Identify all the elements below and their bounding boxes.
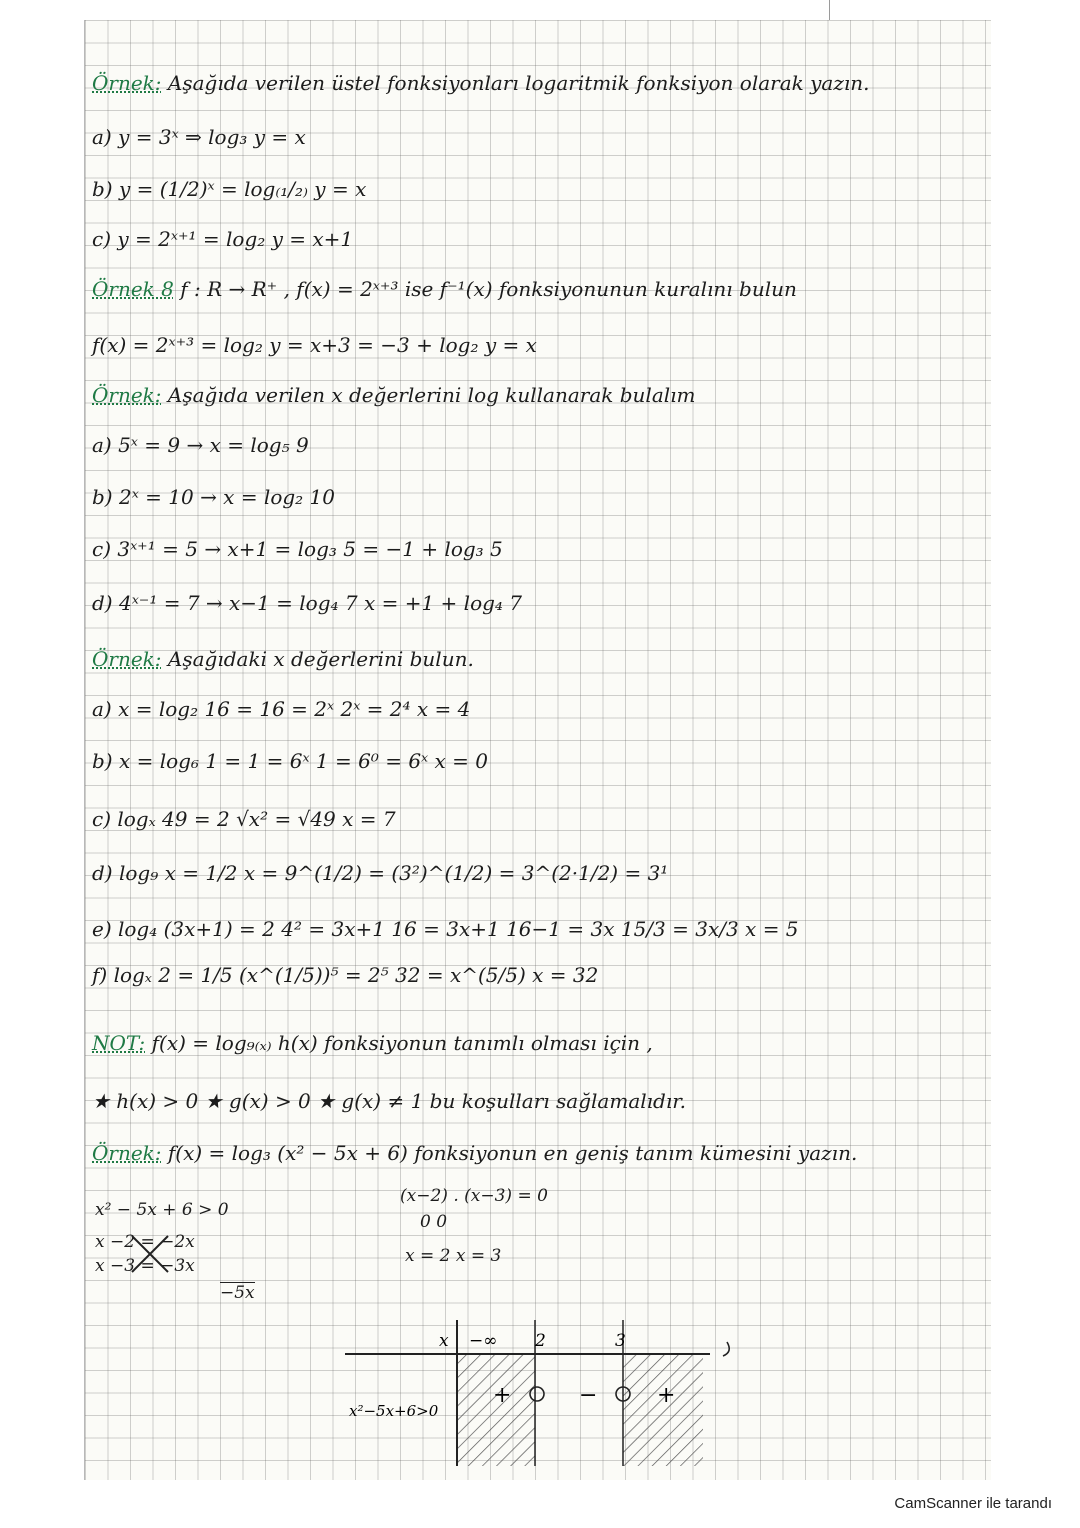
note-line xyxy=(92,590,522,616)
example-label: Örnek: xyxy=(92,383,162,407)
note-text: d) 4ˣ⁻¹ = 7 → x−1 = log₄ 7 x = +1 + log₄ 7 xyxy=(92,591,523,615)
note-line xyxy=(92,646,474,672)
inequality-text: x² − 5x + 6 > 0 xyxy=(95,1200,229,1220)
note-line xyxy=(92,1140,857,1166)
sign-table-x-label: x xyxy=(439,1331,449,1351)
note-line xyxy=(92,484,335,510)
example-label: NOT: xyxy=(92,1031,146,1055)
note-text: ★ h(x) > 0 ★ g(x) > 0 ★ g(x) ≠ 1 bu koşulları sağlamalıdır. xyxy=(92,1089,686,1113)
example-label: Örnek: xyxy=(92,71,162,95)
note-text: f) logₓ 2 = 1/5 (x^(1/5))⁵ = 2⁵ 32 = x^(5/5) x = 32 xyxy=(92,963,599,987)
note-text: b) x = log₆ 1 = 1 = 6ˣ 1 = 6⁰ = 6ˣ x = 0 xyxy=(92,749,488,773)
note-text: c) 3ˣ⁺¹ = 5 → x+1 = log₃ 5 = −1 + log₃ 5 xyxy=(92,537,503,561)
note-text: Aşağıdaki x değerlerini bulun. xyxy=(167,647,474,671)
note-line xyxy=(92,1088,686,1114)
roots-text: x = 2 x = 3 xyxy=(405,1246,502,1266)
note-line xyxy=(92,916,799,942)
note-line xyxy=(92,70,870,96)
note-line xyxy=(92,1030,653,1056)
note-text: Aşağıda verilen x değerlerini log kullanarak bulalım xyxy=(167,383,696,407)
sign-table-expression: x²−5x+6>0 xyxy=(349,1402,439,1420)
note-text: a) y = 3ˣ ⇒ log₃ y = x xyxy=(92,125,306,149)
note-line xyxy=(92,332,537,358)
note-line xyxy=(92,962,598,988)
note-line xyxy=(92,860,668,886)
note-line xyxy=(92,124,306,150)
sign-table-sign: + xyxy=(493,1383,512,1408)
cross-mark-icon xyxy=(128,1232,172,1276)
note-line xyxy=(92,276,797,302)
note-text: d) log₉ x = 1/2 x = 9^(1/2) = (3²)^(1/2) = 3^(2·1/2) = 3¹ xyxy=(92,861,669,885)
note-text: f(x) = log₃ (x² − 5x + 6) fonksiyonun en geniş tanım kümesini yazın. xyxy=(167,1141,858,1165)
note-text: c) y = 2ˣ⁺¹ = log₂ y = x+1 xyxy=(92,227,354,251)
sign-table-value: −∞ xyxy=(469,1331,498,1351)
scanner-watermark: CamScanner ile tarandı xyxy=(894,1495,1052,1512)
note-line xyxy=(92,176,366,202)
note-text: f(x) = 2ˣ⁺³ = log₂ y = x+3 = −3 + log₂ y = x xyxy=(92,333,537,357)
sign-table-value: 2 xyxy=(535,1331,546,1351)
note-line xyxy=(92,696,470,722)
sign-table xyxy=(345,1320,765,1470)
example-label: Örnek: xyxy=(92,1141,162,1165)
note-line xyxy=(92,748,488,774)
sign-table-sign: − xyxy=(579,1383,598,1408)
note-line xyxy=(92,536,503,562)
note-text: e) log₄ (3x+1) = 2 4² = 3x+1 16 = 3x+1 16−1 = 3x 15/3 = 3x/3 x = 5 xyxy=(92,917,799,941)
note-text: a) x = log₂ 16 = 16 = 2ˣ 2ˣ = 2⁴ x = 4 xyxy=(92,697,471,721)
note-text: a) 5ˣ = 9 → x = log₅ 9 xyxy=(92,433,309,457)
example-label: Örnek 8 xyxy=(92,277,174,301)
factor-row-2: x −3 = −3x xyxy=(95,1256,195,1276)
note-line xyxy=(92,806,396,832)
note-text: f(x) = log₉₍ₓ₎ h(x) fonksiyonun tanımlı olması için , xyxy=(151,1031,653,1055)
note-line xyxy=(92,382,696,408)
sign-table-sign: + xyxy=(657,1383,676,1408)
example-label: Örnek: xyxy=(92,647,162,671)
note-text: f : R → R⁺ , f(x) = 2ˣ⁺³ ise f⁻¹(x) fonksiyonunun kuralını bulun xyxy=(180,277,797,301)
note-line xyxy=(92,226,353,252)
note-text: b) y = (1/2)ˣ = log₍₁/₂₎ y = x xyxy=(92,177,367,201)
note-text: b) 2ˣ = 10 → x = log₂ 10 xyxy=(92,485,335,509)
note-text: Aşağıda verilen üstel fonksiyonları logaritmik fonksiyon olarak yazın. xyxy=(167,71,870,95)
factor-row-1: x −2 = −2x xyxy=(95,1232,195,1252)
factor-sum: −5x xyxy=(220,1283,255,1303)
note-line xyxy=(92,432,309,458)
factored-equation: (x−2) . (x−3) = 0 xyxy=(400,1186,548,1206)
zero-marks: 0 0 xyxy=(420,1212,448,1232)
sign-table-value: 3 xyxy=(615,1331,626,1351)
note-text: c) logₓ 49 = 2 √x² = √49 x = 7 xyxy=(92,807,396,831)
